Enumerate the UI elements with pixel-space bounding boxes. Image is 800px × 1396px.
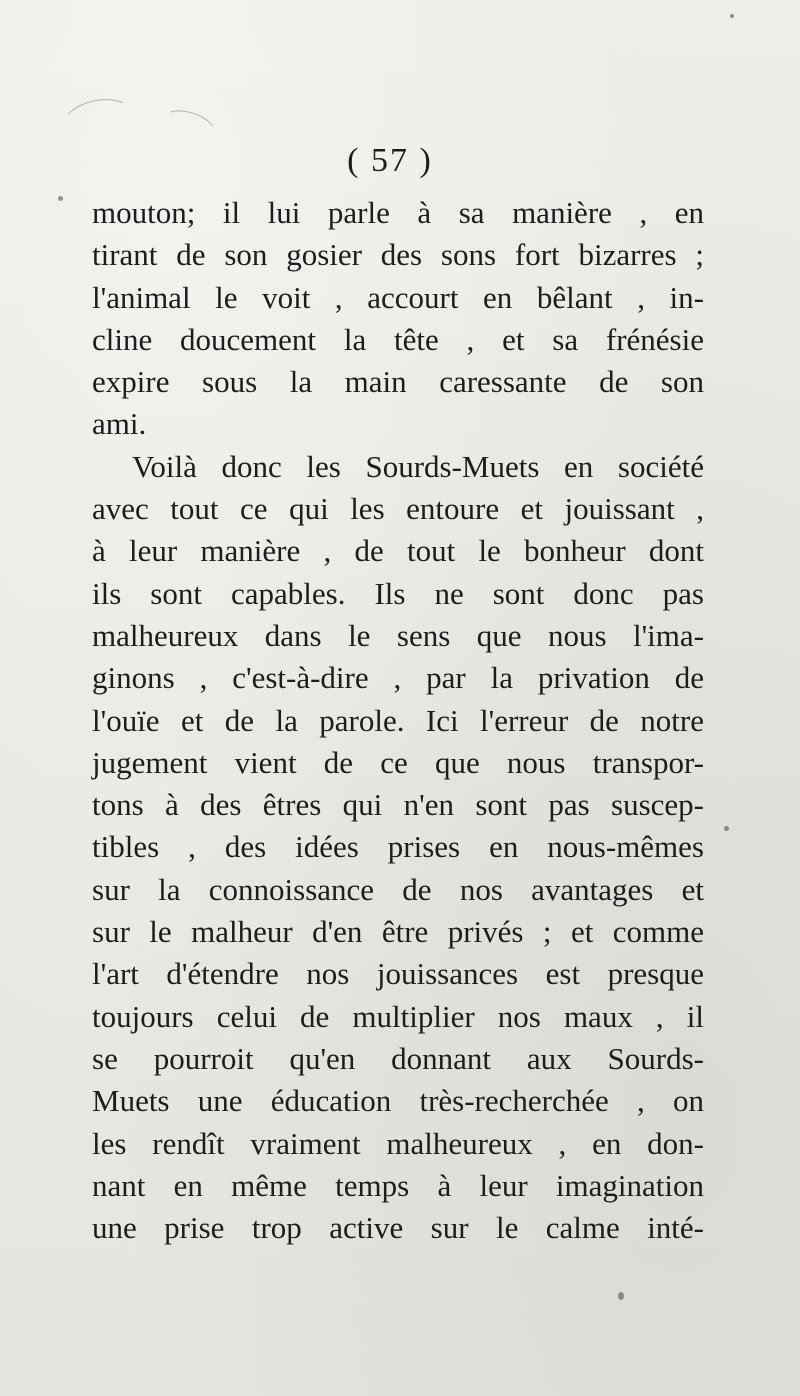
text-line: ginons , c'est-à-dire , par la privation de	[92, 660, 704, 696]
text-line: l'art d'étendre nos jouissances est presque	[92, 956, 704, 992]
text-line: expire sous la main caressante de son	[92, 364, 704, 400]
text-line: Muets une éducation très-recherchée , on	[92, 1083, 704, 1119]
text-line: mouton; il lui parle à sa manière , en	[92, 195, 704, 230]
paper-fiber-mark	[58, 93, 137, 149]
text-line: nant en même temps à leur imagination	[92, 1167, 704, 1203]
text-line: tirant de son gosier des sons fort bizarres ;	[92, 237, 704, 273]
paper-speck	[724, 826, 729, 831]
text-line: à leur manière , de tout le bonheur dont	[92, 533, 704, 569]
paper-speck	[730, 14, 734, 18]
text-line: ils sont capables. Ils ne sont donc pas	[92, 575, 704, 611]
text-line: avec tout ce qui les entoure et jouissant ,	[92, 491, 704, 527]
text-line: cline doucement la tête , et sa frénésie	[92, 321, 704, 357]
text-line: ami.	[92, 406, 147, 442]
text-line: les rendît vraiment malheureux , en don-	[92, 1125, 704, 1161]
text-line: Voilà donc les Sourds-Muets en société	[132, 448, 704, 484]
text-line: l'animal le voit , accourt en bêlant , in-	[92, 279, 704, 315]
paper-speck	[618, 1292, 624, 1300]
paper-speck	[58, 196, 63, 201]
text-line: tons à des êtres qui n'en sont pas suscep-	[92, 787, 704, 823]
body-text	[92, 192, 704, 1249]
text-line: sur la connoissance de nos avantages et	[92, 871, 704, 907]
text-line: jugement vient de ce que nous transpor-	[92, 744, 704, 780]
page-number: ( 57 )	[347, 142, 433, 179]
text-line: se pourroit qu'en donnant aux Sourds-	[92, 1040, 704, 1076]
text-line: tibles , des idées prises en nous-mêmes	[92, 829, 704, 865]
text-line: malheureux dans le sens que nous l'ima-	[92, 617, 704, 653]
text-line: une prise trop active sur le calme inté-	[92, 1210, 704, 1246]
text-line: sur le malheur d'en être privés ; et comme	[92, 914, 704, 950]
text-line: toujours celui de multiplier nos maux , il	[92, 998, 704, 1034]
text-line: l'ouïe et de la parole. Ici l'erreur de notre	[92, 702, 704, 738]
